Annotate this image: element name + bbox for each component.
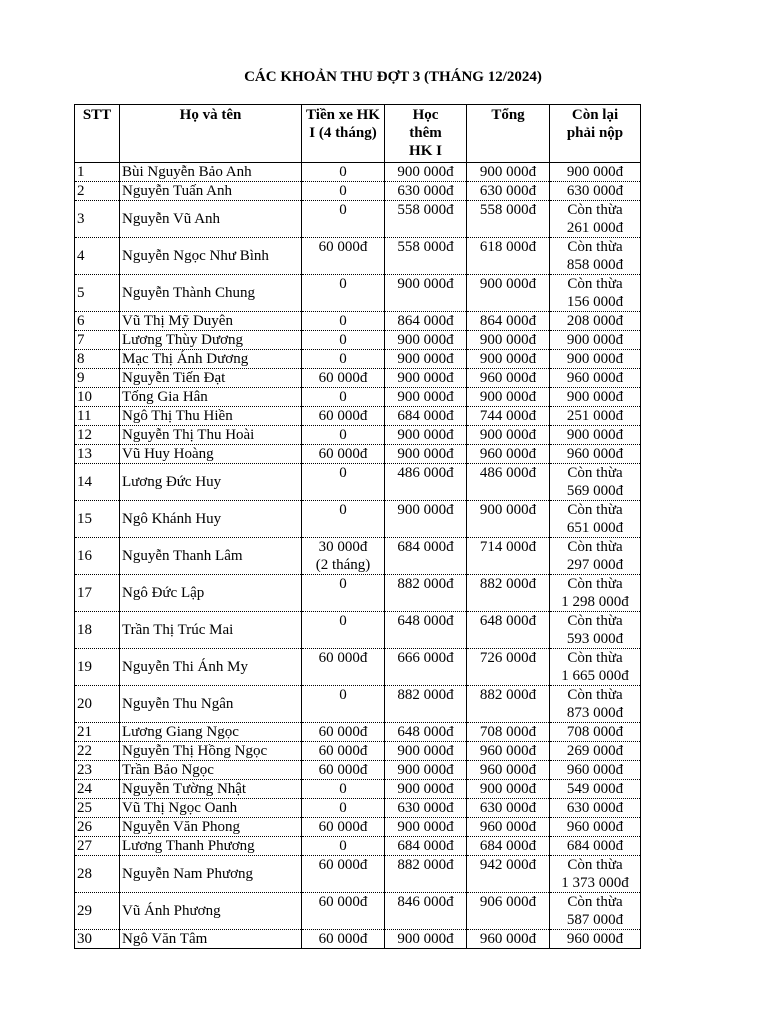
table-row [75,742,641,761]
table-row [75,686,641,723]
table-row [75,649,641,686]
cell-remaining-line: 651 000đ [566,520,624,536]
cell-bus-fee [302,612,385,649]
cell-bus-fee-line: 0 [339,800,347,816]
cell-stt: 5 [75,275,120,312]
cell-stt: 15 [75,501,120,538]
cell-total: 900 000đ [467,426,550,445]
cell-tutoring-fee: 900 000đ [385,350,467,369]
cell-bus-fee-line: (2 tháng) [315,557,371,573]
cell-remaining-line: Còn thừa [567,502,623,518]
table-row [75,930,641,949]
cell-remaining-line: 960 000đ [566,819,624,835]
table-row [75,407,641,426]
cell-tutoring-fee: 900 000đ [385,426,467,445]
cell-total: 900 000đ [467,350,550,369]
cell-bus-fee-line: 60 000đ [318,743,368,759]
cell-bus-fee-line: 0 [339,838,347,854]
cell-bus-fee-line: 60 000đ [318,446,368,462]
cell-remaining [550,538,641,575]
cell-remaining-line: Còn thừa [567,539,623,555]
cell-remaining-line: Còn thừa [567,613,623,629]
cell-remaining-line: Còn thừa [567,894,623,910]
cell-bus-fee [302,761,385,780]
cell-stt: 26 [75,818,120,837]
cell-remaining-line: 251 000đ [566,408,624,424]
cell-total: 960 000đ [467,369,550,388]
cell-tutoring-fee: 684 000đ [385,837,467,856]
cell-bus-fee-line: 60 000đ [318,408,368,424]
cell-tutoring-fee: 558 000đ [385,201,467,238]
cell-remaining [550,407,641,426]
cell-name: Vũ Thị Ngọc Oanh [120,799,302,818]
cell-bus-fee [302,893,385,930]
cell-total: 726 000đ [467,649,550,686]
cell-remaining-line: 960 000đ [566,370,624,386]
cell-remaining [550,742,641,761]
cell-tutoring-fee: 864 000đ [385,312,467,331]
cell-bus-fee [302,350,385,369]
cell-name: Nguyễn Tuấn Anh [120,182,302,201]
cell-tutoring-fee: 900 000đ [385,818,467,837]
cell-total: 882 000đ [467,686,550,723]
cell-name: Mạc Thị Ánh Dương [120,350,302,369]
table-body [75,163,641,949]
cell-bus-fee-line: 60 000đ [318,650,368,666]
cell-remaining-line: 630 000đ [566,800,624,816]
cell-stt: 3 [75,201,120,238]
cell-name: Lương Giang Ngọc [120,723,302,742]
cell-bus-fee [302,163,385,182]
cell-name: Nguyễn Thị Hồng Ngọc [120,742,302,761]
cell-remaining [550,501,641,538]
cell-remaining-line: 960 000đ [566,446,624,462]
cell-remaining [550,930,641,949]
table-row [75,780,641,799]
cell-bus-fee [302,799,385,818]
cell-bus-fee [302,649,385,686]
cell-remaining [550,163,641,182]
header-remaining: Còn lại phải nộp [550,105,641,163]
table-row [75,369,641,388]
header-bus-fee: Tiền xe HK I (4 tháng) [302,105,385,163]
cell-total: 630 000đ [467,182,550,201]
cell-remaining [550,799,641,818]
cell-remaining [550,575,641,612]
cell-tutoring-fee: 900 000đ [385,275,467,312]
cell-bus-fee-line: 0 [339,164,347,180]
cell-tutoring-fee: 900 000đ [385,761,467,780]
cell-tutoring-fee: 900 000đ [385,388,467,407]
cell-name: Tống Gia Hân [120,388,302,407]
cell-total: 960 000đ [467,761,550,780]
cell-bus-fee-line: 60 000đ [318,762,368,778]
table-row [75,350,641,369]
cell-total: 900 000đ [467,275,550,312]
table-row [75,538,641,575]
cell-bus-fee [302,538,385,575]
cell-bus-fee-line: 60 000đ [318,819,368,835]
cell-remaining-line: Còn thừa [567,202,623,218]
cell-total: 558 000đ [467,201,550,238]
cell-name: Bùi Nguyễn Bảo Anh [120,163,302,182]
cell-bus-fee-line: 60 000đ [318,724,368,740]
table-row [75,818,641,837]
cell-remaining-line: 1 373 000đ [561,875,629,891]
table-row [75,837,641,856]
cell-remaining-line: 858 000đ [566,257,624,273]
cell-name: Ngô Đức Lập [120,575,302,612]
table-row [75,163,641,182]
cell-stt: 13 [75,445,120,464]
cell-remaining-line: Còn thừa [567,239,623,255]
cell-stt: 29 [75,893,120,930]
cell-bus-fee [302,856,385,893]
cell-remaining [550,331,641,350]
cell-name: Nguyễn Thị Thu Hoài [120,426,302,445]
cell-remaining [550,426,641,445]
cell-stt: 30 [75,930,120,949]
cell-bus-fee-line: 60 000đ [318,370,368,386]
cell-bus-fee-line: 0 [339,183,347,199]
cell-tutoring-fee: 666 000đ [385,649,467,686]
cell-bus-fee [302,331,385,350]
cell-tutoring-fee: 882 000đ [385,856,467,893]
cell-total: 960 000đ [467,742,550,761]
cell-tutoring-fee: 900 000đ [385,501,467,538]
cell-remaining [550,723,641,742]
table-row [75,426,641,445]
cell-remaining-line: 900 000đ [566,389,624,405]
cell-remaining [550,350,641,369]
cell-name: Nguyễn Văn Phong [120,818,302,837]
cell-name: Lương Thùy Dương [120,331,302,350]
cell-bus-fee [302,445,385,464]
cell-tutoring-fee: 630 000đ [385,799,467,818]
header-tutoring-fee: Học thêm HK I [385,105,467,163]
cell-remaining-line: Còn thừa [567,857,623,873]
cell-bus-fee [302,312,385,331]
cell-name: Lương Thanh Phương [120,837,302,856]
cell-remaining-line: 261 000đ [566,220,624,236]
cell-stt: 14 [75,464,120,501]
cell-tutoring-fee: 558 000đ [385,238,467,275]
cell-bus-fee [302,464,385,501]
cell-bus-fee-line: 0 [339,613,347,629]
cell-stt: 4 [75,238,120,275]
cell-tutoring-fee: 900 000đ [385,742,467,761]
cell-tutoring-fee: 648 000đ [385,723,467,742]
cell-remaining-line: 900 000đ [566,427,624,443]
cell-total: 960 000đ [467,445,550,464]
cell-remaining-line: 1 298 000đ [561,594,629,610]
cell-stt: 8 [75,350,120,369]
cell-remaining [550,837,641,856]
cell-remaining-line: Còn thừa [567,576,623,592]
cell-tutoring-fee: 882 000đ [385,686,467,723]
cell-remaining-line: 1 665 000đ [561,668,629,684]
table-row [75,312,641,331]
cell-name: Nguyễn Vũ Anh [120,201,302,238]
table-row [75,723,641,742]
cell-remaining-line: 630 000đ [566,183,624,199]
cell-name: Nguyễn Thanh Lâm [120,538,302,575]
cell-stt: 2 [75,182,120,201]
cell-remaining-line: 269 000đ [566,743,624,759]
cell-total: 900 000đ [467,163,550,182]
cell-name: Nguyễn Tiến Đạt [120,369,302,388]
cell-total: 630 000đ [467,799,550,818]
cell-tutoring-fee: 900 000đ [385,445,467,464]
cell-stt: 27 [75,837,120,856]
cell-stt: 6 [75,312,120,331]
table-row [75,575,641,612]
cell-total: 882 000đ [467,575,550,612]
fee-table [74,104,641,949]
cell-bus-fee-line: 30 000đ [318,539,368,555]
cell-remaining-line: 208 000đ [566,313,624,329]
cell-remaining [550,856,641,893]
cell-tutoring-fee: 684 000đ [385,407,467,426]
cell-name: Nguyễn Thành Chung [120,275,302,312]
cell-tutoring-fee: 486 000đ [385,464,467,501]
table-row [75,856,641,893]
cell-bus-fee [302,930,385,949]
cell-bus-fee [302,780,385,799]
cell-name: Trần Thị Trúc Mai [120,612,302,649]
cell-tutoring-fee: 846 000đ [385,893,467,930]
cell-remaining-line: 960 000đ [566,931,624,947]
cell-remaining-line: 873 000đ [566,705,624,721]
cell-remaining-line: 900 000đ [566,351,624,367]
cell-total: 942 000đ [467,856,550,893]
cell-total: 900 000đ [467,780,550,799]
cell-stt: 9 [75,369,120,388]
cell-bus-fee [302,182,385,201]
cell-bus-fee [302,686,385,723]
cell-total: 960 000đ [467,818,550,837]
cell-stt: 10 [75,388,120,407]
cell-stt: 23 [75,761,120,780]
header-total: Tổng [467,105,550,163]
table-row [75,182,641,201]
table-row [75,275,641,312]
cell-remaining-line: 297 000đ [566,557,624,573]
cell-remaining [550,445,641,464]
cell-name: Trần Bảo Ngọc [120,761,302,780]
cell-remaining [550,649,641,686]
table-row [75,388,641,407]
cell-total: 960 000đ [467,930,550,949]
header-name: Họ và tên [120,105,302,163]
cell-remaining [550,464,641,501]
cell-bus-fee-line: 60 000đ [318,239,368,255]
header-stt: STT [75,105,120,163]
cell-bus-fee [302,742,385,761]
cell-stt: 7 [75,331,120,350]
cell-stt: 18 [75,612,120,649]
cell-remaining-line: 156 000đ [566,294,624,310]
cell-tutoring-fee: 900 000đ [385,163,467,182]
cell-stt: 20 [75,686,120,723]
table-row [75,761,641,780]
table-row [75,893,641,930]
cell-remaining [550,893,641,930]
cell-bus-fee-line: 0 [339,389,347,405]
cell-tutoring-fee: 900 000đ [385,930,467,949]
cell-bus-fee-line: 0 [339,427,347,443]
cell-bus-fee-line: 0 [339,313,347,329]
cell-total: 714 000đ [467,538,550,575]
cell-total: 684 000đ [467,837,550,856]
cell-bus-fee-line: 60 000đ [318,894,368,910]
cell-tutoring-fee: 900 000đ [385,369,467,388]
cell-remaining-line: 569 000đ [566,483,624,499]
cell-stt: 21 [75,723,120,742]
cell-bus-fee-line: 60 000đ [318,857,368,873]
cell-remaining-line: 900 000đ [566,164,624,180]
cell-name: Vũ Huy Hoàng [120,445,302,464]
cell-stt: 22 [75,742,120,761]
cell-bus-fee [302,388,385,407]
table-row [75,464,641,501]
cell-remaining-line: Còn thừa [567,465,623,481]
document-title: CÁC KHOẢN THU ĐỢT 3 (THÁNG 12/2024) [244,69,542,85]
cell-stt: 11 [75,407,120,426]
cell-remaining-line: 549 000đ [566,781,624,797]
cell-total: 900 000đ [467,331,550,350]
cell-total: 618 000đ [467,238,550,275]
cell-name: Ngô Thị Thu Hiền [120,407,302,426]
cell-remaining-line: 593 000đ [566,631,624,647]
cell-bus-fee [302,407,385,426]
cell-bus-fee [302,501,385,538]
cell-name: Vũ Thị Mỹ Duyên [120,312,302,331]
cell-total: 744 000đ [467,407,550,426]
cell-tutoring-fee: 900 000đ [385,780,467,799]
cell-tutoring-fee: 630 000đ [385,182,467,201]
cell-name: Nguyễn Thu Ngân [120,686,302,723]
cell-bus-fee [302,201,385,238]
cell-bus-fee-line: 0 [339,276,347,292]
cell-bus-fee [302,575,385,612]
cell-bus-fee-line: 0 [339,576,347,592]
cell-remaining [550,612,641,649]
cell-remaining-line: 960 000đ [566,762,624,778]
cell-stt: 1 [75,163,120,182]
cell-stt: 19 [75,649,120,686]
cell-total: 708 000đ [467,723,550,742]
cell-tutoring-fee: 648 000đ [385,612,467,649]
cell-total: 648 000đ [467,612,550,649]
cell-remaining-line: Còn thừa [567,687,623,703]
cell-bus-fee-line: 0 [339,332,347,348]
cell-remaining [550,369,641,388]
cell-name: Nguyễn Nam Phương [120,856,302,893]
cell-remaining-line: 587 000đ [566,912,624,928]
cell-bus-fee [302,238,385,275]
cell-bus-fee [302,818,385,837]
cell-bus-fee-line: 60 000đ [318,931,368,947]
cell-total: 864 000đ [467,312,550,331]
cell-remaining-line: 684 000đ [566,838,624,854]
table-row [75,201,641,238]
cell-bus-fee [302,837,385,856]
cell-remaining [550,238,641,275]
cell-total: 486 000đ [467,464,550,501]
cell-bus-fee-line: 0 [339,502,347,518]
cell-remaining [550,312,641,331]
table-header-row [75,105,641,163]
cell-bus-fee [302,426,385,445]
cell-remaining [550,818,641,837]
cell-total: 900 000đ [467,388,550,407]
cell-total: 906 000đ [467,893,550,930]
cell-tutoring-fee: 900 000đ [385,331,467,350]
cell-total: 900 000đ [467,501,550,538]
cell-stt: 12 [75,426,120,445]
cell-bus-fee [302,723,385,742]
cell-bus-fee-line: 0 [339,465,347,481]
cell-bus-fee-line: 0 [339,202,347,218]
table-row [75,501,641,538]
cell-bus-fee [302,275,385,312]
cell-stt: 25 [75,799,120,818]
cell-name: Lương Đức Huy [120,464,302,501]
table-row [75,799,641,818]
cell-remaining-line: Còn thừa [567,650,623,666]
cell-remaining [550,686,641,723]
table-row [75,612,641,649]
cell-remaining-line: 900 000đ [566,332,624,348]
cell-name: Nguyễn Thi Ánh My [120,649,302,686]
table-row [75,445,641,464]
cell-remaining [550,182,641,201]
table-row [75,238,641,275]
cell-name: Ngô Văn Tâm [120,930,302,949]
cell-stt: 28 [75,856,120,893]
cell-stt: 16 [75,538,120,575]
cell-name: Ngô Khánh Huy [120,501,302,538]
cell-remaining [550,388,641,407]
cell-stt: 17 [75,575,120,612]
cell-name: Nguyễn Tường Nhật [120,780,302,799]
cell-remaining [550,201,641,238]
cell-bus-fee-line: 0 [339,781,347,797]
cell-name: Vũ Ánh Phương [120,893,302,930]
table-row [75,331,641,350]
cell-remaining-line: Còn thừa [567,276,623,292]
cell-bus-fee [302,369,385,388]
cell-stt: 24 [75,780,120,799]
cell-bus-fee-line: 0 [339,687,347,703]
cell-name: Nguyễn Ngọc Như Bình [120,238,302,275]
cell-remaining [550,275,641,312]
cell-remaining-line: 708 000đ [566,724,624,740]
cell-remaining [550,761,641,780]
cell-bus-fee-line: 0 [339,351,347,367]
cell-tutoring-fee: 684 000đ [385,538,467,575]
cell-remaining [550,780,641,799]
cell-tutoring-fee: 882 000đ [385,575,467,612]
